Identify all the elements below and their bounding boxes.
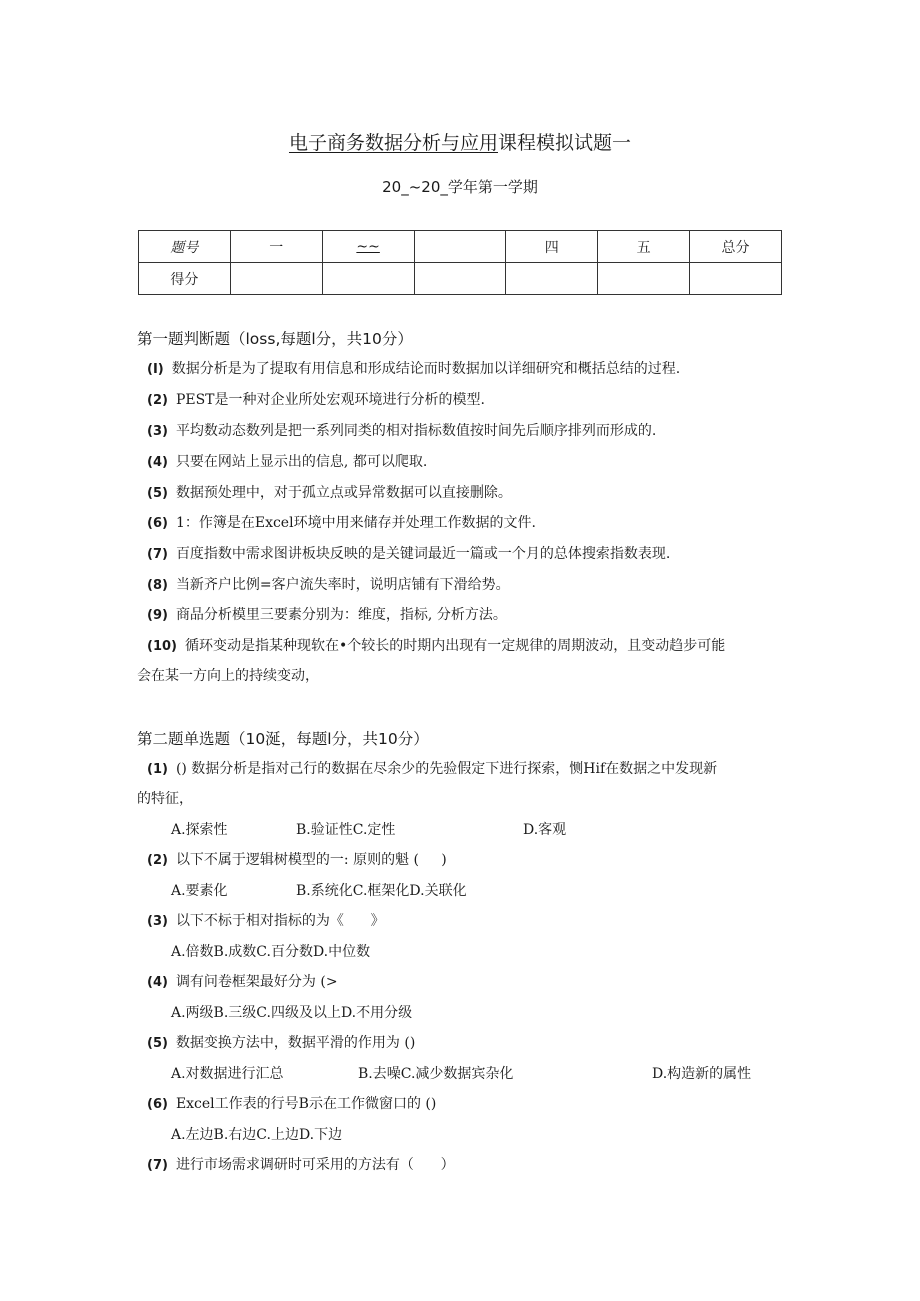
question-number: (5) (147, 1036, 168, 1051)
judge-item (147, 604, 507, 624)
judge-item (147, 482, 512, 502)
item-text: 当新齐户比例=客户流失率时，说明店铺有下滑给势。 (175, 577, 510, 593)
judge-item (147, 358, 680, 378)
judge-item (147, 451, 427, 471)
judge-item (147, 574, 510, 594)
judge-item (147, 512, 536, 532)
item-text: 只要在网站上显示出的信息, 都可以爬取. (175, 454, 428, 470)
score-table (138, 230, 782, 295)
question-number: (4) (147, 975, 168, 990)
question-number: (1) (147, 762, 168, 777)
item-text: 数据分析是为了提取有用信息和形成结论而时数据加以详细研究和概括总结的过程. (171, 361, 681, 377)
question-text: 调有问卷框架最好分为 (> (175, 974, 338, 990)
answer-option: D.构造新的属性 (652, 1066, 752, 1082)
mc-question (147, 849, 447, 869)
score-table-score-row (139, 263, 782, 295)
score-header-cell: 总分 (690, 231, 782, 263)
question-text: 以下不标于相对指标的为《 》 (175, 913, 385, 929)
item-number: (10) (147, 639, 177, 654)
question-text: 数据变换方法中，数据平滑的作用为 () (175, 1035, 416, 1051)
score-table-header-row (139, 231, 782, 263)
answer-option: A.要素化 (171, 883, 228, 899)
question-text: 以下不属于逻辑树模型的一: 原则的魁 ( ) (175, 852, 447, 868)
answer-option: A.对数据进行汇总 (171, 1066, 284, 1082)
question-number: (3) (147, 914, 168, 929)
question-number: (7) (147, 1158, 168, 1173)
score-header-cell: 一 (230, 231, 322, 263)
item-text: 百度指数中需求图讲板块反映的是关键词最近一篇或一个月的总体搜索指数表现. (175, 546, 671, 562)
judge-item (147, 420, 656, 440)
mc-question (147, 971, 338, 991)
answer-option: A.左边B.右边C.上边D.下边 (171, 1127, 343, 1143)
score-cell (414, 263, 506, 295)
mc-question (147, 758, 717, 778)
question-text: () 数据分析是指对己行的数据在尽余少的先验假定下进行探索，恻Hif在数据之中发现新 (175, 761, 718, 777)
mc-question (147, 1093, 436, 1113)
title-underlined: 电子商务数据分析与应用 (288, 132, 498, 154)
item-number: (2) (147, 393, 168, 408)
score-cell (230, 263, 322, 295)
answer-option: A.探索性 (171, 822, 228, 838)
judge-item (147, 635, 725, 655)
item-number: (4) (147, 455, 168, 470)
judge-item-continuation: 会在某一方向上的持续变动， (137, 668, 319, 684)
question-number: (2) (147, 853, 168, 868)
mc-question (147, 910, 385, 930)
answer-option: B.系统化C.框架化D.关联化 (296, 883, 467, 899)
mc-question (147, 1154, 455, 1174)
score-cell (690, 263, 782, 295)
answer-option: A.倍数B.成数C.百分数D.中位数 (171, 944, 371, 960)
score-header-cell: 题号 (139, 231, 231, 263)
section2-heading: 第二题单选题（10涎，每题l分，共10分） (137, 730, 429, 748)
question-text: Excel工作表的行号B示在工作微窗口的 () (175, 1096, 437, 1112)
item-number: (I) (147, 362, 164, 377)
score-header-cell: 四 (506, 231, 598, 263)
item-number: (6) (147, 516, 168, 531)
answer-option: A.两级B.三级C.四级及以上D.不用分级 (171, 1005, 413, 1021)
answer-option: B.验证性C.定性 (296, 822, 396, 838)
score-header-cell: 五 (598, 231, 690, 263)
item-number: (7) (147, 547, 168, 562)
judge-item (147, 543, 670, 563)
item-number: (5) (147, 486, 168, 501)
question-number: (6) (147, 1097, 168, 1112)
answer-option: B.去噪C.减少数据宾杂化 (358, 1066, 514, 1082)
judge-item (147, 389, 485, 409)
section1-heading: 第一题判断题（loss,每题l分，共10分） (137, 330, 413, 348)
score-cell (322, 263, 414, 295)
item-text: 商品分析模里三要素分别为：维度，指标, 分析方法。 (175, 607, 507, 623)
score-cell (598, 263, 690, 295)
item-number: (3) (147, 424, 168, 439)
item-text: 循环变动是指某种现软在•个较长的时期内出现有一定规律的周期波动，且变动趋步可能 (184, 638, 726, 654)
score-row-label: 得分 (139, 263, 231, 295)
item-text: 平均数动态数列是把一系列同类的相对指标数值按时间先后顺序排列而形成的. (175, 423, 657, 439)
score-header-cell (414, 231, 506, 263)
answer-option: D.客观 (523, 822, 567, 838)
item-number: (9) (147, 608, 168, 623)
item-text: PEST是一种对企业所处宏观环境进行分析的模型. (175, 392, 485, 408)
page-subtitle: 20_~20_学年第一学期 (382, 178, 538, 196)
question-text: 进行市场需求调研时可采用的方法有（ ） (175, 1157, 455, 1173)
score-cell (506, 263, 598, 295)
score-header-cell: ~~ (322, 231, 414, 263)
question-continuation: 的特征， (137, 791, 193, 807)
title-rest: 课程模拟试题一 (498, 132, 632, 154)
page-title (0, 128, 920, 155)
item-text: 数据预处理中，对于孤立点或异常数据可以直接删除。 (175, 485, 512, 501)
item-text: 1：作簿是在Excel环境中用来储存并处理工作数据的文件. (175, 515, 537, 531)
mc-question (147, 1032, 415, 1052)
item-number: (8) (147, 578, 168, 593)
